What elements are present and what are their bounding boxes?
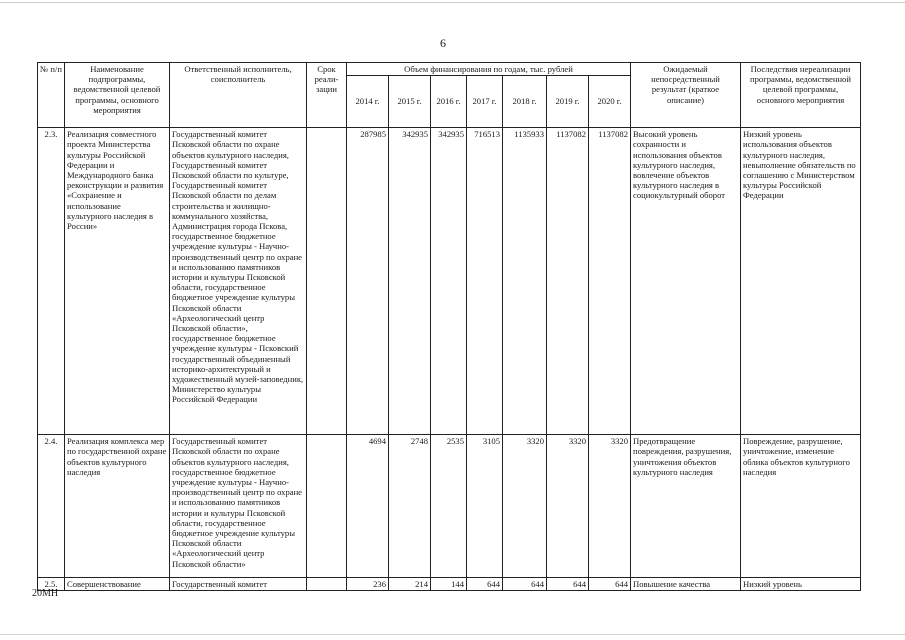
row-executor: Государственный комитет (170, 578, 307, 591)
row-value: 214 (389, 578, 431, 591)
header-year: 2016 г. (431, 76, 467, 128)
header-year: 2020 г. (589, 76, 631, 128)
header-year: 2019 г. (547, 76, 589, 128)
header-year: 2014 г. (347, 76, 389, 128)
row-value: 3105 (467, 435, 503, 578)
header-year: 2017 г. (467, 76, 503, 128)
row-result: Повышение качества (631, 578, 741, 591)
scan-edge-top (0, 2, 905, 3)
row-value: 287985 (347, 128, 389, 435)
header-result: Ожидаемый непосредственный результат (краткое описание) (631, 63, 741, 128)
row-period (307, 435, 347, 578)
row-consequences: Низкий уровень использования объектов культурного наследия, невыполнение обязательств по соглашению с Министерством культуры Российской Федерации (741, 128, 861, 435)
table-row (38, 435, 861, 578)
row-value: 4694 (347, 435, 389, 578)
row-value: 1135933 (503, 128, 547, 435)
row-value: 644 (589, 578, 631, 591)
row-value: 644 (547, 578, 589, 591)
row-value: 3320 (589, 435, 631, 578)
row-name: Совершенствование (65, 578, 170, 591)
row-value: 716513 (467, 128, 503, 435)
row-consequences: Низкий уровень (741, 578, 861, 591)
row-result: Высокий уровень сохранности и использования объектов культурного наследия, вовлечение объектов культурного наследия в социокультурный оборот (631, 128, 741, 435)
table-row (38, 578, 861, 591)
row-num: 2.4. (38, 435, 65, 578)
row-name: Реализация комплекса мер по государственной охране объектов культурного наследия (65, 435, 170, 578)
header-consequences: Последствия нереализации программы, ведомственной целевой программы, основного мероприятия (741, 63, 861, 128)
row-result: Предотвращение повреждения, разрушения, уничтожения объектов культурного наследия (631, 435, 741, 578)
row-value: 3320 (503, 435, 547, 578)
header-year: 2018 г. (503, 76, 547, 128)
program-table (37, 62, 861, 591)
row-executor: Государственный комитет Псковской области по охране объектов культурного наследия, государственное бюджетное учреждение культуры - Научно-производственный центр по охране и использованию памятников истории и культуры Псковской области, государственное бюджетное учреждение культуры Псковской области «Археологический центр Псковской области» (170, 435, 307, 578)
row-value: 144 (431, 578, 467, 591)
header-num: № п/п (38, 63, 65, 128)
row-num: 2.3. (38, 128, 65, 435)
row-value: 2535 (431, 435, 467, 578)
header-period: Срок реали-зации (307, 63, 347, 128)
row-value: 342935 (431, 128, 467, 435)
row-period (307, 578, 347, 591)
scan-edge-bottom (0, 634, 905, 635)
header-name: Наименование подпрограммы, ведомственной целевой программы, основного мероприятия (65, 63, 170, 128)
row-value: 644 (503, 578, 547, 591)
row-value: 2748 (389, 435, 431, 578)
row-value: 1137082 (547, 128, 589, 435)
table-row (38, 128, 861, 435)
row-period (307, 128, 347, 435)
header-executor: Ответственный исполнитель, соисполнитель (170, 63, 307, 128)
row-value: 3320 (547, 435, 589, 578)
row-executor: Государственный комитет Псковской области по охране объектов культурного наследия, Государственный комитет Псковской области по культуре, Государственный комитет Псковской области по делам строительства и жилищно-коммунального хозяйства, Администрация города Пскова, государственное бюджетное учреждение культуры - Научно-производственный центр по охране и использованию памятников истории и культуры Псковской области, государственное бюджетное учреждение культуры Псковской области «Археологический центр Псковской области», государственное бюджетное учреждение культуры - Псковский государственный объединенный историко-архитектурный и художественный музей-заповедник, Министерство культуры Российской Федерации (170, 128, 307, 435)
row-consequences: Повреждение, разрушение, уничтожение, изменение облика объектов культурного наследия (741, 435, 861, 578)
row-value: 236 (347, 578, 389, 591)
row-name: Реализация совместного проекта Министерства культуры Российской Федерации и Международного банка реконструкции и развития «Сохранение и использование культурного наследия в России» (65, 128, 170, 435)
header-year: 2015 г. (389, 76, 431, 128)
row-value: 644 (467, 578, 503, 591)
page-number: 6 (440, 36, 446, 50)
row-value: 342935 (389, 128, 431, 435)
row-value: 1137082 (589, 128, 631, 435)
row-num: 2.5. (38, 578, 65, 591)
header-financing: Объем финансирования по годам, тыс. рублей (347, 63, 631, 76)
footer-code: 20МН (32, 588, 59, 599)
